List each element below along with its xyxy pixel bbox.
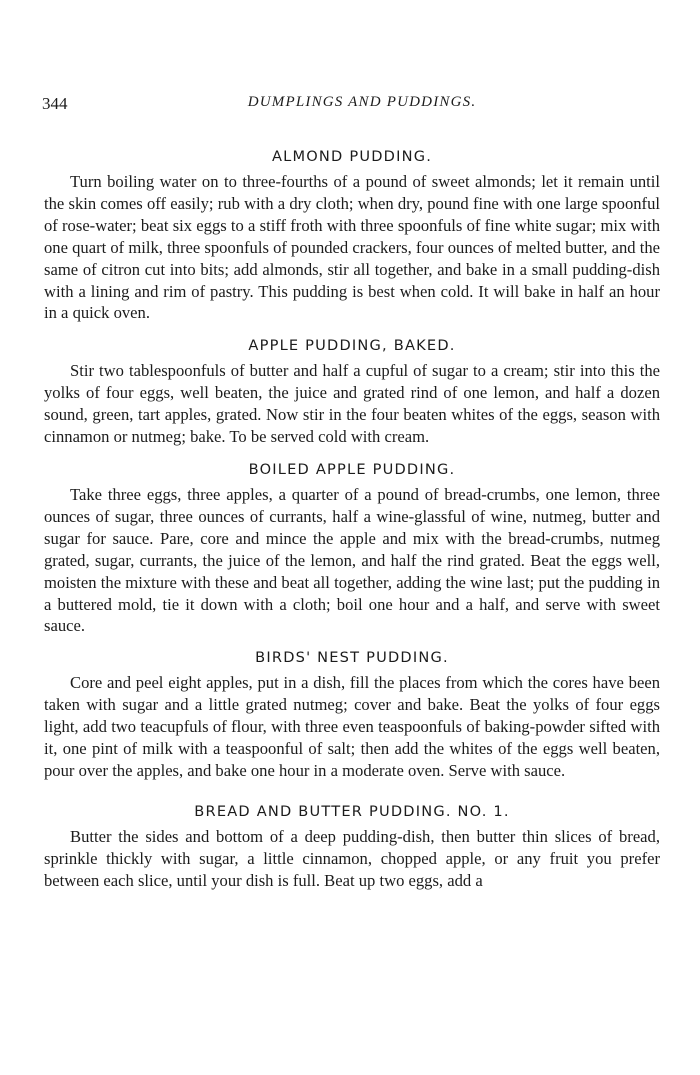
page-number: 344	[42, 94, 68, 113]
recipe-text: Turn boiling water on to three-fourths of a pound of sweet almonds; let it remain until the skin comes off easily; rub with a dry cloth; when dry, pound fine with one large spoonful of rose-water; beat six eggs to a stiff froth with three spoonfuls of fine white sugar; mix with one quart of milk, three spoonfuls of pounded crackers, four ounces of melted butter, and the same of citron cut into bits; add almonds, stir all together, and bake in a small pudding-dish with a lining and rim of pastry. This pudding is best when cold. It will bake in half an hour in a quick oven.	[44, 172, 660, 323]
recipe-title: BREAD AND BUTTER PUDDING. NO. 1.	[194, 802, 510, 820]
recipe-title: ALMOND PUDDING.	[271, 148, 433, 165]
recipe-text: Stir two tablespoonfuls of butter and half a cupful of sugar to a cream; stir into this the yolks of four eggs, well beaten, the juice and grated rind of one lemon, and half a dozen sound, green, tart apples, grated. Now stir in the four beaten whites of the eggs, season with cinnamon or nutmeg; bake. To be served cold with cream.	[44, 361, 660, 447]
recipe-apple-pudding-baked	[44, 335, 660, 448]
recipe-bread-and-butter-pudding	[44, 801, 660, 892]
recipe-text: Core and peel eight apples, put in a dish, fill the places from which the cores have been taken with sugar and a little grated nutmeg; cover and bake. Beat the yolks of four eggs light, add two teacupfuls of flour, with three even teaspoonfuls of baking-powder sifted with it, one pint of milk with a teaspoonful of salt; then add the whites of the eggs well beaten, pour over the apples, and bake one hour in a moderate oven. Serve with sauce.	[44, 673, 660, 780]
recipe-text: Butter the sides and bottom of a deep pudding-dish, then butter thin slices of bread, sprinkle thickly with sugar, a little cinnamon, chopped apple, or any fruit you prefer between each slice, until your dish is full. Beat up two eggs, add a	[44, 826, 660, 890]
recipe-text: Take three eggs, three apples, a quarter of a pound of bread-crumbs, one lemon, three ounces of sugar, three ounces of currants, half a wine-glassful of wine, nutmeg, butter and sugar for sauce. Pare, core and mince the apple and mix with the bread-crumbs, nutmeg grated, sugar, currants, the juice of the lemon, and half the rind grated. Beat the eggs well, moisten the mixture with these and beat all together, adding the wine last; put the pudding in a buttered mold, tie it down with a cloth; boil one hour and a half, and serve with sweet sauce.	[44, 484, 660, 636]
recipe-boiled-apple-pudding	[44, 459, 660, 637]
recipe-title: APPLE PUDDING, BAKED.	[248, 337, 456, 355]
recipe-title: BOILED APPLE PUDDING.	[248, 460, 456, 478]
recipe-title: BIRDS' NEST PUDDING.	[255, 649, 449, 667]
running-header	[44, 94, 660, 118]
book-page	[44, 94, 660, 892]
recipe-almond-pudding	[44, 146, 660, 324]
chapter-title: DUMPLINGS AND PUDDINGS.	[247, 94, 477, 110]
recipe-birds-nest-pudding	[44, 647, 660, 782]
